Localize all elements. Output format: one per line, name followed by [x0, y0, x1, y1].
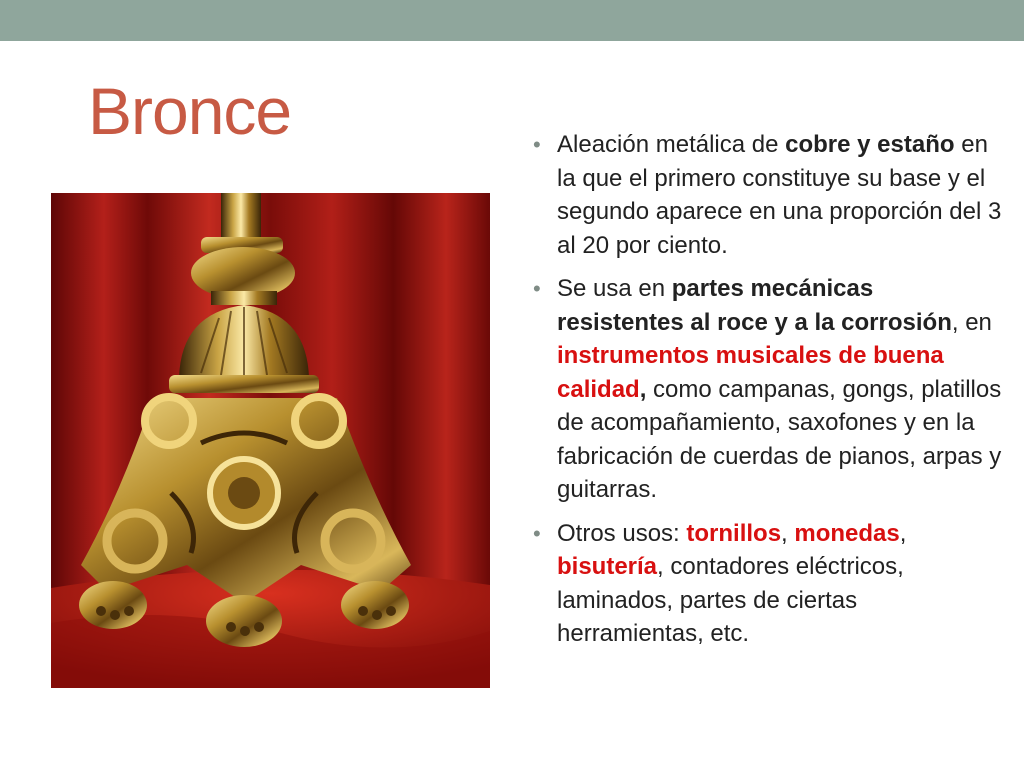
slide-title: Bronce: [88, 74, 292, 148]
bronze-candlestick-photo: [51, 193, 490, 688]
text-run: ,: [781, 519, 795, 547]
highlighted-text-run: monedas: [794, 519, 900, 547]
bold-text-run: cobre y estaño: [785, 131, 955, 158]
bullet-item: [533, 272, 1003, 507]
bold-text-run: partes mecánicas resistentes al roce y a la corrosión: [557, 275, 952, 336]
text-run: , contadores eléctricos, laminados, partes de ciertas herramientas, etc.: [557, 553, 904, 647]
text-run: como campanas, gongs, platillos de acompañamiento, saxofones y en la fabricación de cuerdas de pianos, arpas y guitarras.: [557, 375, 1002, 503]
highlighted-text-run: bisutería: [557, 553, 658, 580]
bullet-marker: •: [533, 132, 541, 157]
text-run: Otros usos:: [557, 519, 687, 547]
highlighted-text-run: tornillos: [686, 519, 782, 547]
text-run: Aleación metálica de: [557, 131, 786, 158]
bullet-marker: •: [533, 520, 541, 546]
bullet-text: [557, 520, 906, 648]
text-run: Se usa en: [557, 275, 672, 302]
text-run: , en: [951, 308, 992, 336]
bullet-list: [533, 128, 1003, 661]
text-run: en la que el primero constituye su base y el segundo aparece en una proporción del 3 al 20 por ciento.: [557, 131, 1002, 259]
bullet-marker: •: [533, 276, 541, 301]
text-run: ,: [899, 519, 907, 547]
bullet-item: [533, 128, 1003, 262]
highlighted-text-run: instrumentos musicales de buena calidad: [557, 342, 944, 403]
bullet-text: [557, 275, 1001, 503]
bullet-text: [557, 131, 1001, 259]
top-accent-bar: [0, 0, 1024, 41]
bullet-item: [533, 517, 1003, 651]
bold-text-run: ,: [639, 375, 647, 403]
